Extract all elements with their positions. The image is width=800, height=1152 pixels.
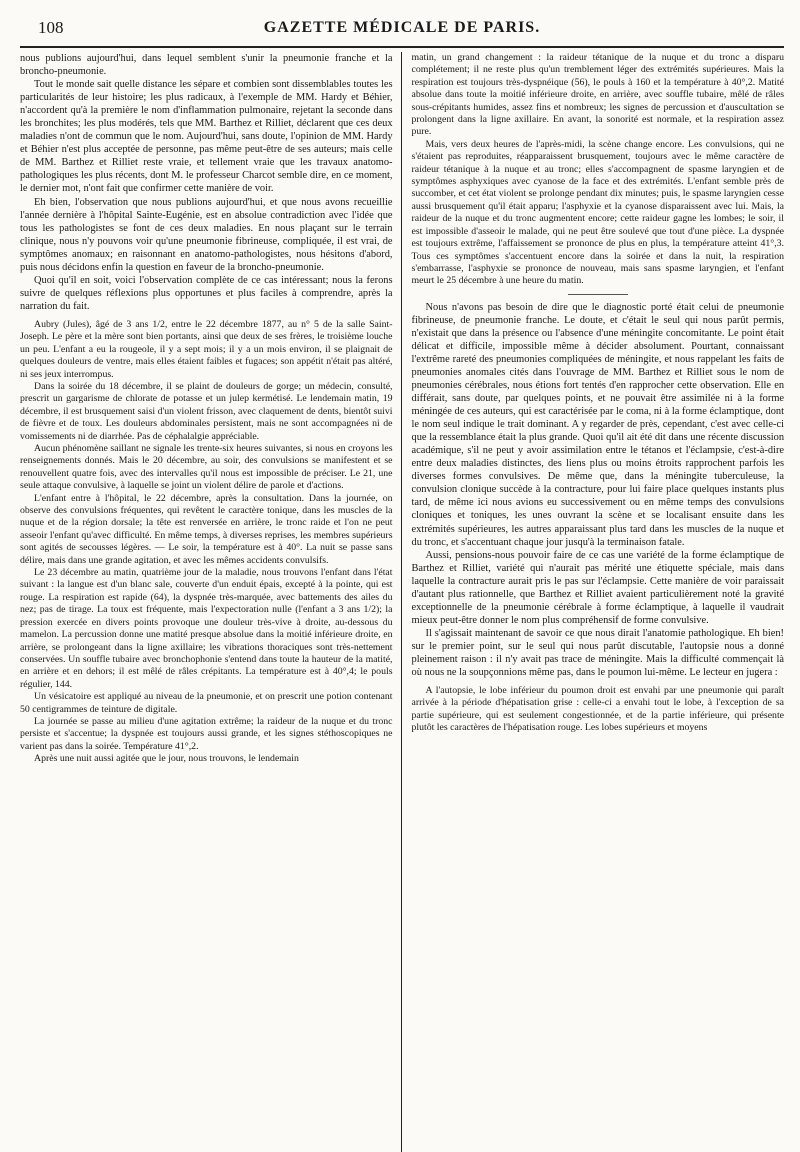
page-header [20, 12, 784, 38]
running-title: GAZETTE MÉDICALE DE PARIS. [263, 19, 541, 36]
paragraph: La journée se passe au milieu d'une agitation extrême; la raideur de la nuque et du tronc persiste et s'accentue; la dyspnée est toujours aussi grande, et les signes stéthoscopiques ne varient pas dans la soirée. Température 41°,2. [20, 715, 393, 752]
page-number: 108 [38, 18, 64, 37]
paragraph: Dans la soirée du 18 décembre, il se plaint de douleurs de gorge; un médecin, consulté, prescrit un gargarisme de chlorate de potasse et un julep kermétisé. Le lendemain matin, 19 décembre, il est brusquement saisi d'un violent frisson, avec claquement de dents, bientôt suivi de fièvre et de toux. Les douleurs abdominales persistent, mais ne sont accompagnées ni de vomissements ni de diarrhée. Pas de céphalalgie appréciable. [20, 380, 393, 442]
paragraph: Un vésicatoire est appliqué au niveau de la pneumonie, et on prescrit une potion contenant 50 centigrammes de teinture de digitale. [20, 691, 393, 715]
paragraph: Après une nuit aussi agitée que le jour, nous trouvons, le lendemain [34, 753, 299, 765]
paragraph: Aussi, pensions-nous pouvoir faire de ce cas une variété de la forme éclamptique de Barthez et Rilliet, variété qui n'aurait pas mérité une étiquette spéciale, mais dans laquelle la contracture aurait pris le pas sur l'éclampsie. Cette manière de voir paraissait d'autant plus rationnelle, que Barthez et Rilliet avaient particulièrement noté la gravité exceptionnelle de la pneumonie cérébrale à forme éclamptique, à laquelle il vaudrait mieux peut-être donner le nom plus compréhensif de forme convulsive. [411, 549, 785, 626]
section-separator [568, 294, 628, 295]
paragraph: Mais, vers deux heures de l'après-midi, la scène change encore. Les convulsions, qui ne s'étaient pas reproduites, réapparaissent brusquement, toujours avec le même caractère de raideur tétanique à la nuque et au tronc; elles s'accompagnent de spasme laryngien et de symptômes asphyxiques avec cyanose de la face et des extrémités. L'enfant semble près de succomber, et cet état violent se prolonge pendant dix minutes; puis, le spasme laryngien cesse aussi brusquement qu'il était apparu; l'asphyxie et la cyanose disparaissent avec lui. Mais, la raideur de la nuque et du tronc augmentent encore; cette raideur gagne les lombes; le soir, il est impossible d'asseoir le malade, qui ne peut être soulevé que tout d'une pièce. La dyspnée est toujours extrême, l'affaissement se prononce de plus en plus, la température atteint 41°,3. Tous ces symptômes s'accentuent encore dans la soirée et dans la nuit, la respiration s'embarrasse, l'asphyxie se prononce de nouveau, mais sans spasme laryngien, et l'enfant meurt le 25 décembre à une heure du matin. [411, 138, 785, 287]
right-column [404, 52, 785, 1152]
paragraph: matin, un grand changement : la raideur tétanique de la nuque et du tronc a disparu complétement; il ne reste plus qu'un tremblement léger des extrémités supérieures. Mais la respiration est toujours très-dyspnéique (56), le pouls à 160 et la température à 40°,2. Matité absolue dans toute la moitié inférieure droite, en arrière, avec souffle tubaire, mêlé de râles sous-crépitants humides, assez fins et nombreux; les signes de percussion et d'auscultation se prolongent dans la ligne axillaire. En avant, la sonorité est normale, et la respiration assez pure. [411, 52, 785, 138]
paragraph: Il s'agissait maintenant de savoir ce que nous dirait l'anatomie pathologique. Eh bien! sur le premier point, sur le seul qui nous parût discutable, l'autopsie nous a donné pleinement raison : il n'y avait pas trace de méningite. Mais la difficulté commençait là où nous ne la soupçonnions même pas, dans le poumon lui-même. Le lecteur en jugera : [411, 627, 785, 679]
paragraph: L'enfant entre à l'hôpital, le 22 décembre, après la consultation. Dans la journée, on observe des convulsions fréquentes, qui revêtent le caractère tonique, dans les muscles de la nuque et de la région dorsale; la tête est renversée en arrière, le tronc raide et l'on ne peut asseoir l'enfant qu'avec difficulté. En même temps, à diverses reprises, les membres supérieurs sont agités de secousses légères. — Le soir, la température est à 40°. La nuit se passe sans délire, mais dans une grande agitation, et avec les mêmes accidents convulsifs. [20, 492, 393, 566]
paragraph: Eh bien, l'observation que nous publions aujourd'hui, et que nous avons recueillie l'année dernière à l'hôpital Sainte-Eugénie, est en absolue contradiction avec l'idée que tous les pathologistes se font de ces deux maladies. En nous plaçant sur le terrain clinique, nous n'y pouvons voir qu'une pneumonie fibrineuse, compliquée, il est vrai, de symptômes anomaux; en raisonnant en anatomo-pathologistes, nous hésitons d'abord, puis nous décidons enfin la question en faveur de la broncho-pneumonie. [20, 196, 393, 273]
paragraph: Quoi qu'il en soit, voici l'observation complète de ce cas intéressant; nous la ferons suivre de quelques réflexions plus opportunes et plus faciles à comprendre, après la narration du fait. [20, 274, 393, 312]
paragraph: Aucun phénomène saillant ne signale les trente-six heures suivantes, si nous en croyons les renseignements donnés. Mais le 20 décembre, au soir, des convulsions se manifestent et se renouvellent quatre fois, avec des intervalles qu'il nous est impossible de préciser. Le 21, une seule attaque convulsive, à laquelle se joint un violent délire de parole et d'actions. [20, 443, 393, 492]
paragraph: A l'autopsie, le lobe inférieur du poumon droit est envahi par une pneumonie qui paraît arrivée à la période d'hépatisation grise : celle-ci a envahi tout le lobe, à l'exception de sa partie supérieure, qui est seulement congestionnée, et de la partie inférieure, qui présente plutôt les caractères de l'hépatisation rouge. Les lobes supérieurs et moyens [411, 685, 785, 734]
paragraph: Nous n'avons pas besoin de dire que le diagnostic porté était celui de pneumonie fibrineuse, de pneumonie franche. Le doute, et c'était le seul qui nous parût permis, n'existait que dans la présence ou l'absence d'une méningite concomitante. Le point était délicat et difficile, impossible même à décider absolument. Pourtant, connaissant l'extrême rareté des pneumonies compliquées de méningite, et nous rappelant les faits de pneumonies anomales cités dans l'ouvrage de MM. Barthez et Rilliet sous le nom de pneumonies cérébrales, nous étions fort tentés d'en rapprocher cette observation. Elle en différait, sans doute, par quelques points, et ne pouvait être assimilée ni à la forme méningée de ces auteurs, qui est caractérisée par le coma, ni à la forme éclamptique, dont le nom seul indique le trait dominant. A y regarder de près, cependant, c'est avec celle-ci que la ressemblance était la plus grande. Quoi qu'il ait été dit dans une récente discussion académique, s'il ne peut y avoir assimilation entre le tétanos et l'éclampsie, c'est-à-dire entre deux maladies distinctes, des liens plus ou moins étroits rapprochent parfois les diverses formes convulsives. De même que, dans la méningite tuberculeuse, la convulsion clonique succède à la contracture, pour lui faire place quelques instants plus tard, de même ici nous avions eu successivement ou en même temps des convulsions cloniques et toniques, les unes ouvrant la scène et se localisant ensuite dans les extrémités supérieures, les autres apparaissant plus tard dans les muscles de la nuque et du tronc, et s'accentuant chaque jour jusqu'à la terminaison fatale. [411, 301, 785, 548]
paragraph: Le 23 décembre au matin, quatrième jour de la maladie, nous trouvons l'enfant dans l'état suivant : la langue est d'un blanc sale, couverte d'un enduit épais, excepté à la pointe, qui est rouge. La respiration est rapide (64), la dyspnée très-marquée, avec battements des ailes du nez; pas de tirage. La toux est fréquente, mais l'expectoration nulle (l'enfant a 3 ans 1/2); la pression exercée en divers points provoque une douleur très-vive à droite, au-dessous du mamelon. La percussion donne une matité presque absolue dans la moitié inférieure droite, en arrière, se prolongeant dans la ligne axillaire; les vibrations thoraciques sont très-nettement conservées. Un souffle tubaire avec bronchophonie s'entend dans toute la hauteur de la matité, en arrière et en dehors; il est mêlé de râles crépitants. La température est à 40°,4; le pouls régulier, 144. [20, 567, 393, 690]
paragraph: Aubry (Jules), âgé de 3 ans 1/2, entre le 22 décembre 1877, au n° 5 de la salle Saint-Joseph. Le père et la mère sont bien portants, ainsi que deux de ses frères, le troisième louche un peu. L'enfant a eu la rougeole, il y a sept mois; il y a un mois environ, il se plaignait de quelques douleurs de ventre, mais elles étaient faibles et fugaces; son appétit n'était pas altéré, ni ses jeux interrompus. [20, 318, 393, 380]
header-rule [20, 46, 784, 48]
column-divider [401, 52, 402, 1152]
paragraph: nous publions aujourd'hui, dans lequel semblent s'unir la pneumonie franche et la broncho-pneumonie. [20, 53, 393, 78]
paragraph: Tout le monde sait quelle distance les sépare et combien sont dissemblables toutes les particularités de leur histoire; les plus radicaux, à l'exemple de MM. Hardy et Béhier, n'accordent qu'à la première le nom d'inflammation pulmonaire, rejetant la seconde dans les bronchites; les plus modérés, tels que MM. Barthez et Rilliet, déclarent que ces deux maladies n'ont de commun que le nom. Aujourd'hui, sans doute, l'opinion de MM. Hardy et Béhier n'est plus acceptée de personne, pas même peut-être de ses auteurs; mais celle de MM. Barthez et Rilliet reste vraie, et tellement vraie que les travaux anatomo-pathologiques les plus récents, dont M. le professeur Charcot semble dire, en ce moment, le dernier mot, n'ont fait que confirmer cette manière de voir. [20, 79, 393, 195]
left-column [20, 52, 399, 1152]
two-column-body [20, 52, 784, 1152]
